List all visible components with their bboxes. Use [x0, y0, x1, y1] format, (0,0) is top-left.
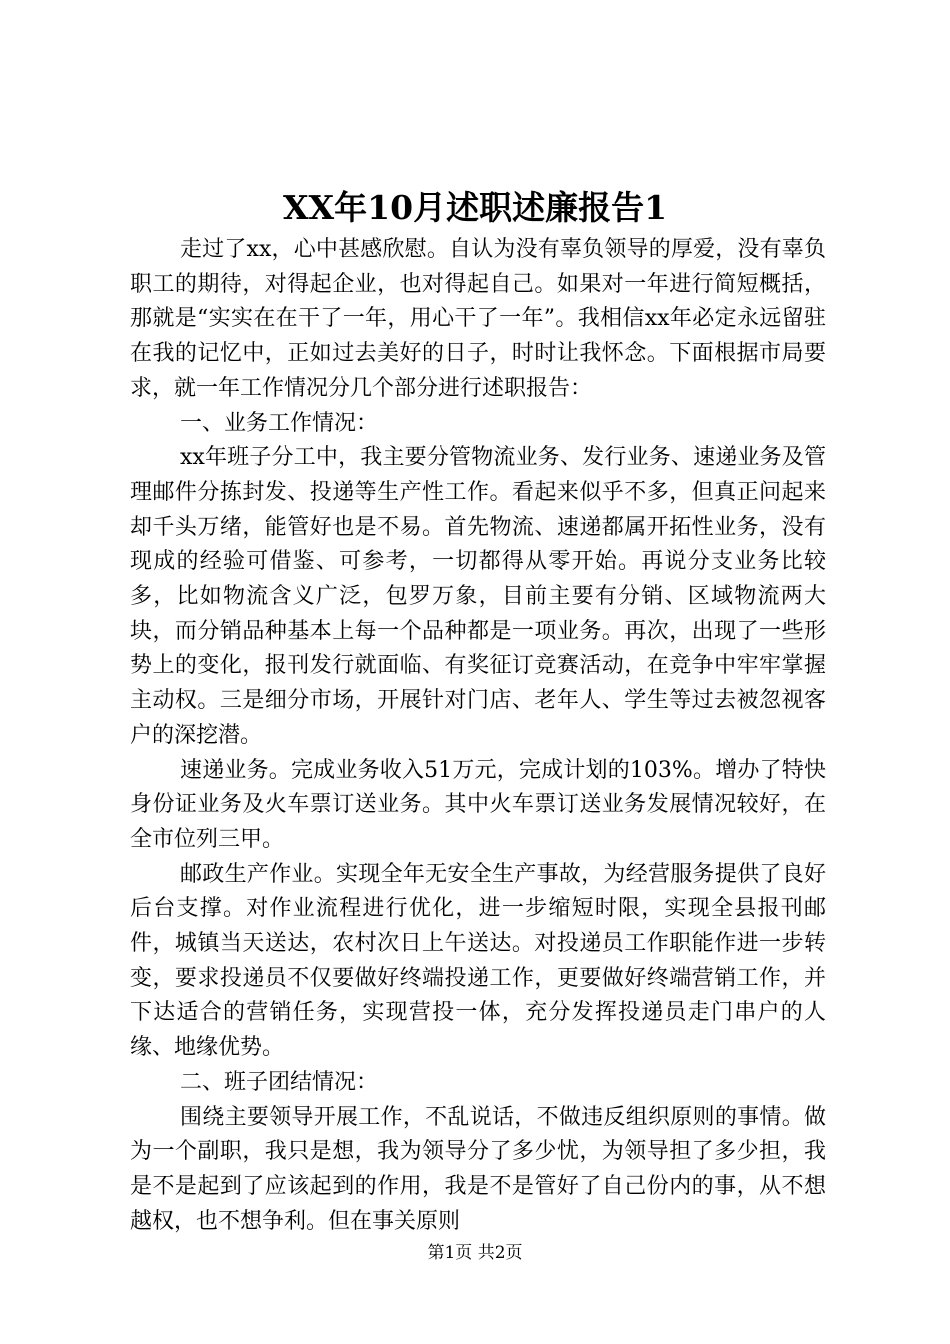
- document-title: XX年10月述职述廉报告1: [282, 188, 668, 227]
- document-body: [130, 233, 826, 1239]
- paragraph-team-unity: 围绕主要领导开展工作，不乱说话，不做违反组织原则的事情。做为一个副职，我只是想，我为领导分了多少忧，为领导担了多少担，我是不是起到了应该起到的作用，我是不是管好了自己份内的事，从不想越权，也不想争利。但在事关原则: [130, 1104, 826, 1234]
- paragraph-business-work: xx年班子分工中，我主要分管物流业务、发行业务、速递业务及管理邮件分拣封发、投递等生产性工作。看起来似乎不多，但真正问起来却千头万绪，能管好也是不易。首先物流、速递都属开拓性业务，没有现成的经验可借鉴、可参考，一切都得从零开始。再说分支业务比较多，比如物流含义广泛，包罗万象，目前主要有分销、区域物流两大块，而分销品种基本上每一个品种都是一项业务。再次，出现了一些形势上的变化，报刊发行就面临、有奖征订竞赛活动，在竞争中牢牢掌握主动权。三是细分市场，开展针对门店、老年人、学生等过去被忽视客户的深挖潜。: [130, 445, 826, 748]
- heading-business-work: 一、业务工作情况：: [180, 410, 379, 436]
- paragraph-intro: 走过了xx，心中甚感欣慰。自认为没有辜负领导的厚爱，没有辜负职工的期待，对得起企业，也对得起自己。如果对一年进行简短概括，那就是“实实在在干了一年，用心干了一年”。我相信xx年必定永远留驻在我的记忆中，正如过去美好的日子，时时让我怀念。下面根据市局要求，就一年工作情况分几个部分进行述职报告：: [130, 237, 826, 401]
- paragraph-express-business: 速递业务。完成业务收入51万元，完成计划的103%。增办了特快身份证业务及火车票订送业务。其中火车票订送业务发展情况较好，在全市位列三甲。: [130, 757, 826, 852]
- page-footer: 第1页 共2页: [427, 1243, 523, 1263]
- heading-team-unity: 二、班子团结情况：: [180, 1069, 379, 1095]
- paragraph-postal-production: 邮政生产作业。实现全年无安全生产事故，为经营服务提供了良好后台支撑。对作业流程进行优化，进一步缩短时限，实现全县报刊邮件，城镇当天送达，农村次日上午送达。对投递员工作职能作进一步转变，要求投递员不仅要做好终端投递工作，更要做好终端营销工作，并下达适合的营销任务，实现营投一体，充分发挥投递员走门串户的人缘、地缘优势。: [130, 861, 826, 1061]
